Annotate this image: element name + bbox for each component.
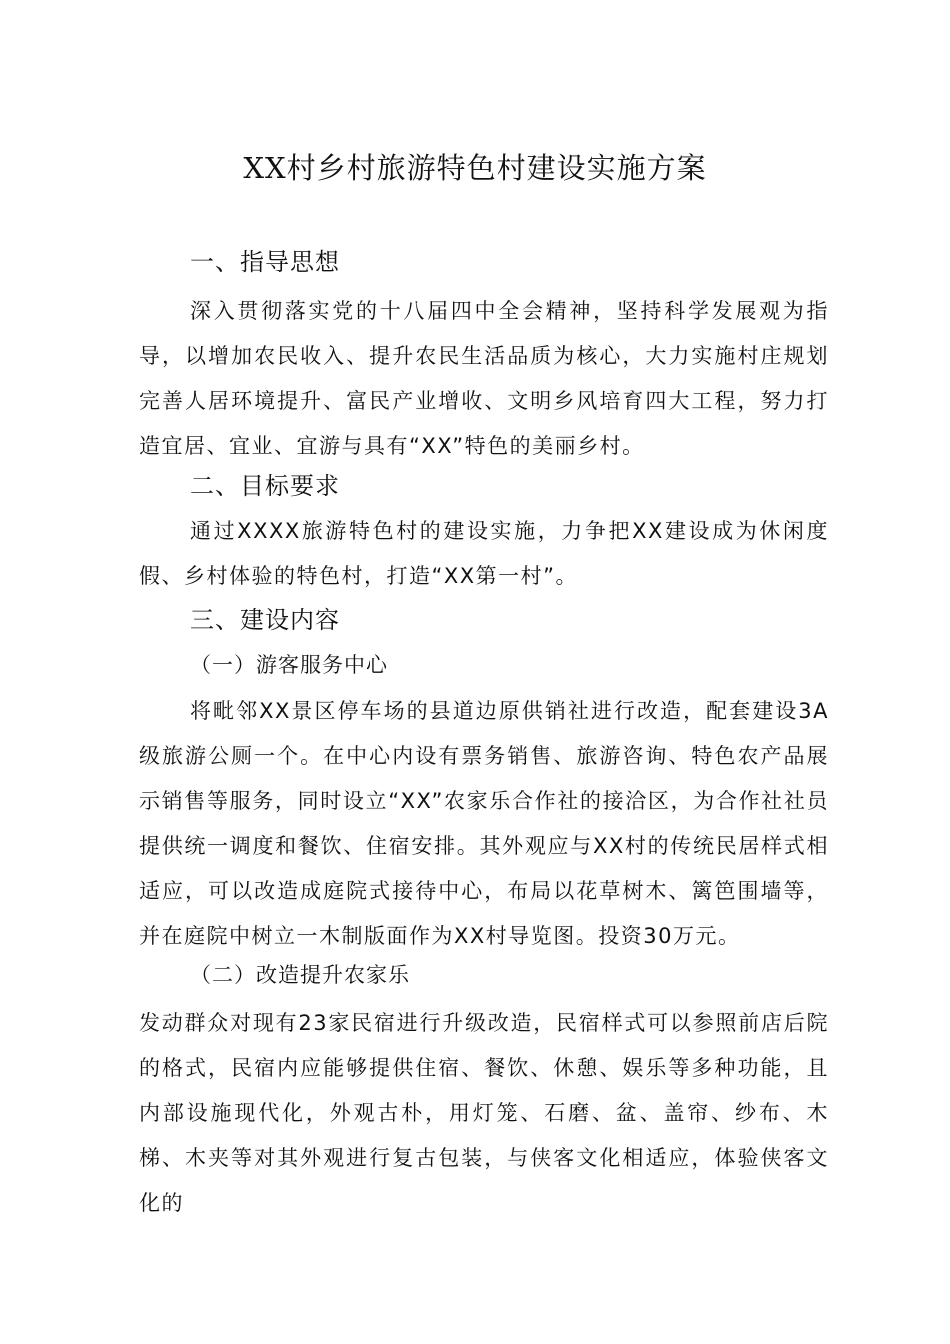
section-heading-guiding-ideology: 一、指导思想	[190, 248, 340, 276]
subsection-heading-farmhouse-upgrade: （二）改造提升农家乐	[190, 963, 410, 987]
section-heading-construction-content: 三、建设内容	[190, 606, 340, 634]
document-title: XX村乡村旅游特色村建设实施方案	[243, 151, 707, 185]
subsection-paragraph-visitor-center: 将毗邻XX景区停车场的县道边原供销社进行改造，配套建设3A级旅游公厕一个。在中心内设有票务销售、旅游咨询、特色农产品展示销售等服务，同时设立“XX”农家乐合作社的接洽区，为合作社社员提供统一调度和餐饮、住宿安排。其外观应与XX村的传统民居样式相适应，可以改造成庭院式接待中心，布局以花草树木、篱笆围墙等，并在庭院中树立一木制版面作为XX村导览图。投资30万元。	[139, 699, 829, 948]
subsection-heading-visitor-center: （一）游客服务中心	[190, 653, 388, 677]
section-heading-objectives: 二、目标要求	[190, 472, 340, 500]
section-paragraph-objectives: 通过XXXX旅游特色村的建设实施，力争把XX建设成为休闲度假、乡村体验的特色村，打造“XX第一村”。	[139, 519, 829, 588]
subsection-paragraph-farmhouse-upgrade: 发动群众对现有23家民宿进行升级改造，民宿样式可以参照前店后院的格式，民宿内应能够提供住宿、餐饮、休憩、娱乐等多种功能，且内部设施现代化，外观古朴，用灯笼、石磨、盆、盖帘、纱布、木梯、木夹等对其外观进行复古包装，与侠客文化相适应，体验侠客文化的	[139, 1011, 829, 1215]
section-paragraph-guiding-ideology: 深入贯彻落实党的十八届四中全会精神，坚持科学发展观为指导，以增加农民收入、提升农民生活品质为核心，大力实施村庄规划完善人居环境提升、富民产业增收、文明乡风培育四大工程，努力打造宜居、宜业、宜游与具有“XX”特色的美丽乡村。	[139, 299, 829, 458]
